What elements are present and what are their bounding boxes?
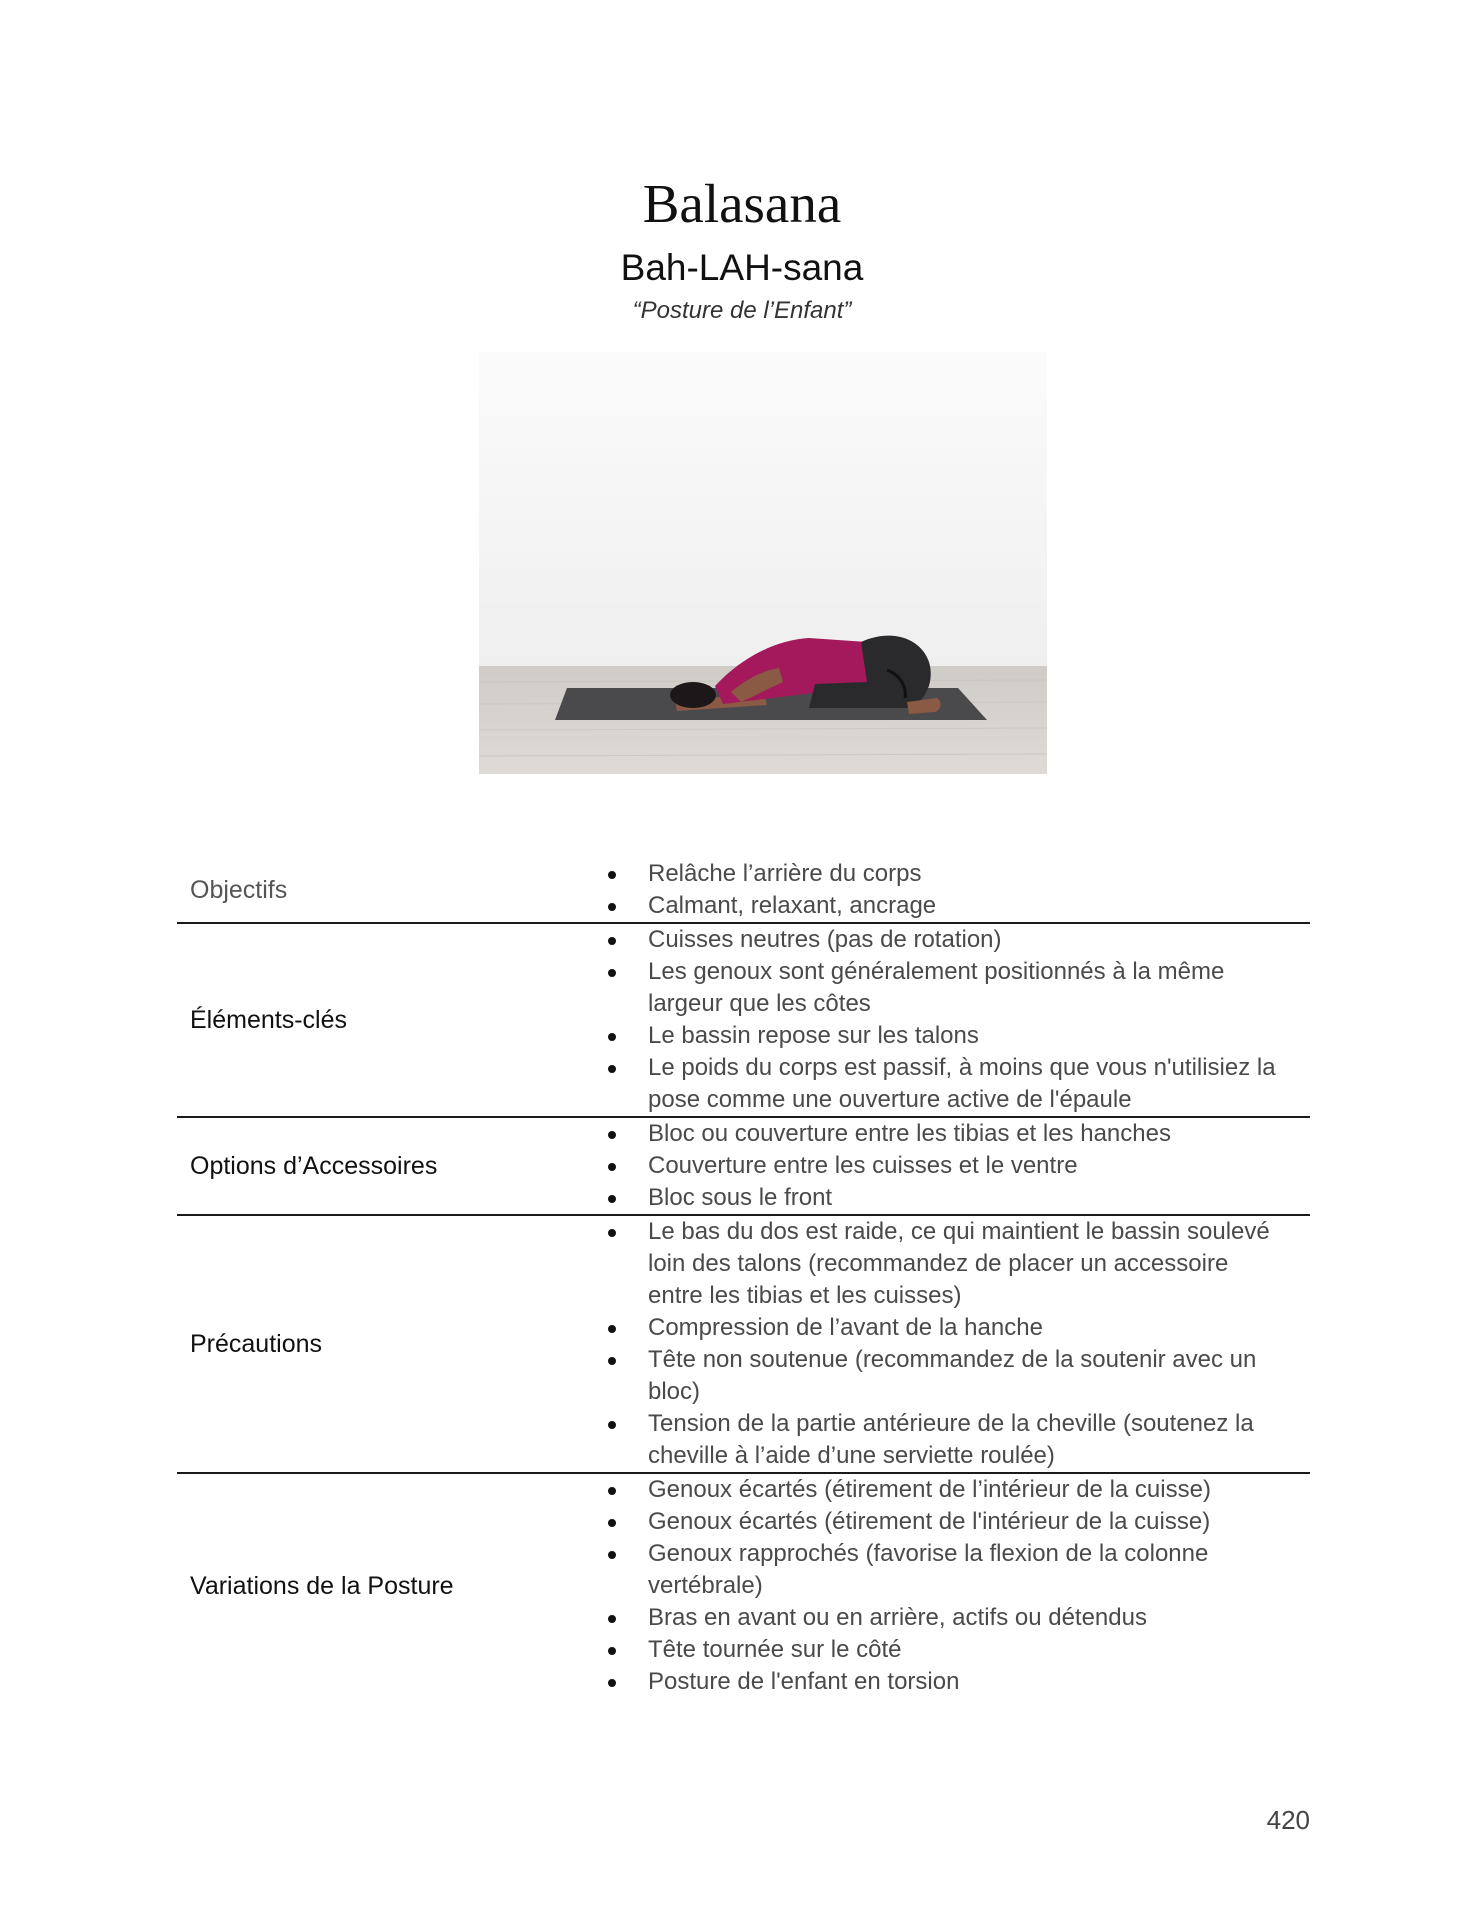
list-item: Genoux écartés (étirement de l’intérieur de la cuisse)	[648, 1474, 1288, 1506]
prop-options-label: Options d’Accessoires	[190, 1152, 438, 1180]
list-item: Le bassin repose sur les talons	[648, 1020, 1288, 1052]
photo-wall	[479, 352, 1047, 666]
pose-info-table	[177, 858, 1310, 1698]
pose-pronunciation: Bah-LAH-sana	[620, 247, 864, 288]
list-item: Posture de l'enfant en torsion	[648, 1666, 1288, 1698]
list-item: Relâche l’arrière du corps	[648, 858, 1288, 890]
variations-row	[177, 1472, 1310, 1698]
list-item: Les genoux sont généralement positionnés à la même largeur que les côtes	[648, 956, 1288, 1020]
objectives-row	[177, 858, 1310, 922]
objectives-list	[177, 858, 1310, 922]
key-elements-row	[177, 922, 1310, 1116]
list-item: Tension de la partie antérieure de la cheville (soutenez la cheville à l’aide d’une serviette roulée)	[648, 1408, 1288, 1472]
list-item: Bloc ou couverture entre les tibias et les hanches	[648, 1118, 1288, 1150]
pose-translation: “Posture de l’Enfant”	[632, 297, 852, 324]
list-item: Tête non soutenue (recommandez de la soutenir avec un bloc)	[648, 1344, 1288, 1408]
list-item: Genoux rapprochés (favorise la flexion de la colonne vertébrale)	[648, 1538, 1288, 1602]
prop-options-row	[177, 1116, 1310, 1214]
key-elements-label: Éléments-clés	[190, 1006, 347, 1034]
list-item: Bloc sous le front	[648, 1182, 1288, 1214]
variations-label: Variations de la Posture	[190, 1572, 454, 1600]
list-item: Le bas du dos est raide, ce qui maintient le bassin soulevé loin des talons (recommandez de placer un accessoire entre les tibias et les cuisses)	[648, 1216, 1288, 1312]
list-item: Compression de l’avant de la hanche	[648, 1312, 1288, 1344]
precautions-list	[177, 1216, 1310, 1472]
objectives-label: Objectifs	[190, 876, 288, 904]
pose-title: Balasana	[642, 173, 842, 234]
page-number: 420	[1266, 1805, 1310, 1835]
list-item: Le poids du corps est passif, à moins que vous n'utilisiez la pose comme une ouverture active de l'épaule	[648, 1052, 1288, 1116]
list-item: Couverture entre les cuisses et le ventre	[648, 1150, 1288, 1182]
list-item: Cuisses neutres (pas de rotation)	[648, 924, 1288, 956]
list-item: Tête tournée sur le côté	[648, 1634, 1288, 1666]
list-item: Calmant, relaxant, ancrage	[648, 890, 1288, 922]
list-item: Bras en avant ou en arrière, actifs ou détendus	[648, 1602, 1288, 1634]
precautions-row	[177, 1214, 1310, 1472]
list-item: Genoux écartés (étirement de l'intérieur de la cuisse)	[648, 1506, 1288, 1538]
precautions-label: Précautions	[190, 1330, 323, 1358]
pose-photo	[479, 352, 1047, 774]
